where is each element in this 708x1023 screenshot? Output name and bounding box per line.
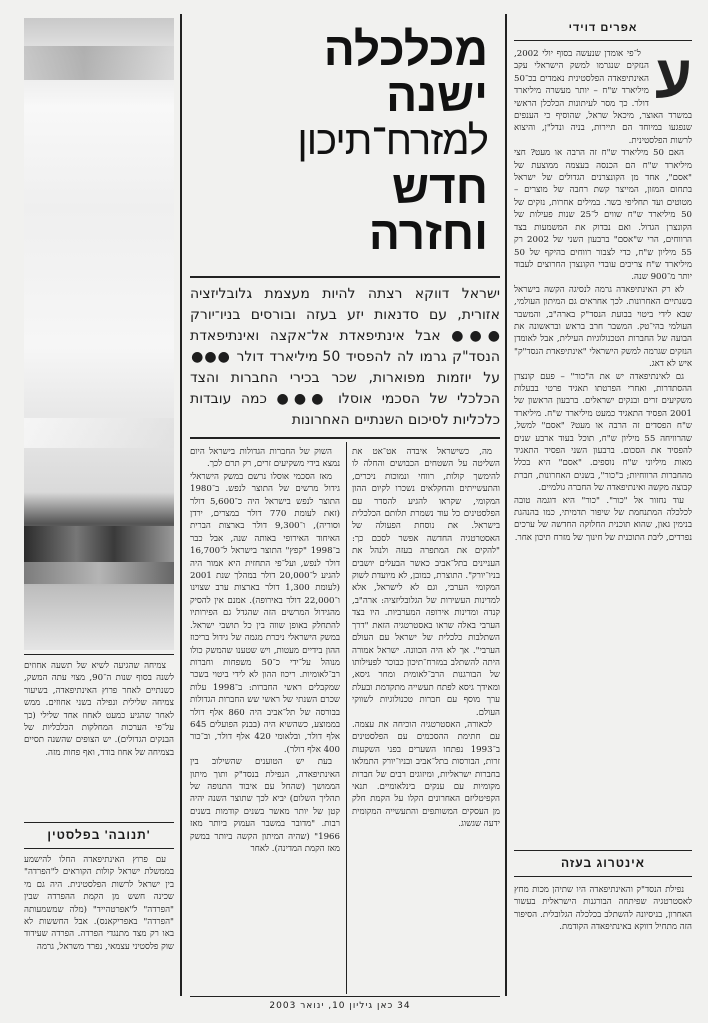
paragraph: צמיחה שהגיעה לשיא של תשעה אחוזים לשנה בסוף שנות ה־90, מצוי עתה המשק, כשנתיים לאחר פרוץ האינתיפאדה, בשיעור צמיחה שלילית ונפילה בשני אחוזים. ממש לאחר שהגיע כמעט לאחוז אחד שלילי (כך על־פי הערכות המחלקות הכלכליות של הבנקים הגדולים). יש הצופים שהשנה תסיים בצמיחה של אחוז בודד, ואף פחות מזה. [24, 661, 174, 758]
page-footer: 34 כאן גיליון 10, ינואר 2003 [269, 1001, 411, 1011]
article-column-left-top [24, 660, 174, 816]
article-column-right-lower [514, 884, 692, 994]
author-byline: אפרים דוידי [568, 22, 638, 34]
paragraph: ל־פי אומדן שנעשה בסוף יולי 2002, הנזקים שנגרמו למשק הישראלי עקב האינתיפאדה הפלסטינית נאמדים בכ־50 מיליארד ש"ח – יותר מעשרה מיליארד דולר. כך מסר לעיתונות הכלכלן הראשי במשרד האוצר, מיכאל שראל, שהוסיף כי הענפים שנפגעו במיוחד הם תיירות, בניה ונדל"ן, והיצוא לרשות הפלסטינית. [514, 49, 692, 146]
article-deck: ישראל דווקא רצתה להיות מעצמת גלובליזציה אזורית, עם סדנאות יזע בעזה ובורסים בניו־יורק ●●● אבל אינתיפאדת אל־אקצה ואינתיפאדת הנסד"ק גרמו לה להפסיד 50 מיליארד דולר ●●● על יוזמות מפוארות, שכר בכירי החברות והצד הכלכלי של הסכמי אוסלו ●●● כמה עובדות כלכליות לסיכום השנתיים האחרונות [190, 286, 500, 428]
column-rule [346, 442, 347, 994]
footer-rule [190, 996, 500, 997]
paragraph: עם פרוץ האינתיפאדה החלו להישמע בממשלת ישראל קולות הקוראים ל"הפרדה" בין ישראל לרשות הפלסטינית. היה גם מי שכינה חשש מן הקמת ההפרדה שבין "הפרדה" ל"אפרטהייד" (מלה שמשמעותה "הפרדה" באפריקאנס). אבל החששות לא באו רק מצד מתנגדי הפרדה. הפרדה שעידוד שוק פלסטיני עצמאי, נפרד משראל, גרמה [24, 855, 174, 952]
subhead-rule [514, 876, 692, 877]
paragraph: לכאורה, האסטרטגיה הוכיחה את עצמה. עם חתימת ההסכמים עם הפלסטינים ב־1993 נפתחו השערים בפני השקעות זרות, הבורסות בתל־אביב ובניו־יורק התמלאו בחברות ישראליות, ומיזוגים רבים של חברות מקומיות עם ענקים בינלאומיים. תנאי הקפיטליזם האחרונים הקלו על הקמת חלק מן העסקים המשותפים והתעשייה המקומית ידעה שגשוג. [352, 719, 500, 830]
headline [198, 23, 488, 259]
subhead-rule [24, 848, 174, 849]
paragraph: מה, כשישראל איבדה אט־אט את השליטה על השטחים הכבושים והחלה לו להימשך קולות, רווחי ונמוכות ניכרים, והתעשייתים והחקלאים נשכרו לקיום ההון המקומי, שקראו להגיע להסדר עם הפלסטינים כל עוד נשמרת תלותם הכלכלית בישראל. את נוסחת הפעולה של האסטרטגיה החדשה אפשר לסכם כך: "להקים את המתפרה בעזה ולנהל את העניינים בתל־אביב כאשר הבעלים יושבים בניו־יורק". התוצרת, כמובן, לא מיועדת לשוק המקומי הערבי, וגם לא לישראל, אלא למדינות העשירות של הגלובליזציה: ארה"ב, קנדה ומדינות אירופה המערביות. היו בצד הערבי באלה שראו באסטרטגיה הזאת "דרך השתלבות כלכלית של ישראל עם העולם הערבי". אך לא היה הכוונה. ישראל אמורה היתה להשתלב במזרח־תיכון כבוכר לפעילותו של הבורגנות הרב־לאומית ומחר גיסא, ומאידך גיסא לפתח תעשייה מתקדמת ובעלת ערך מוסף עם חברות טכנולוגיות לשווקי העולם. [352, 447, 500, 718]
paragraph: נפילת הנסד"ק והאינתיפאדה היו שתיהן מכות מחץ לאסטרטגיה שפיתחה הבורגנות הישראלית בעשור האחרון, בניסיונה להשתלב בכלכלה הגלובלית. הסיפור הזה מתחיל דווקא באינתיפאדה הקודמת. [514, 885, 692, 933]
paragraph: גם לאינתיפאדה יש את ה"כור" – פעם קונצרן ההסתדרות, ואחרי הפרטתו תאגיד פרטי בבעלות משקיעים זרים ובנקים ישראלים. ברבעון הראשון של 2001 הפסיד התאגיד כמעט מיליארד ש"ח. מיליארד ש"ח הפסדים זה הרבה או מעט? "אסם" למשל, שהרוויחה 55 מיליון ש"ח, תוכל בעוד ארבע שנים להפסיד את הסכום. ברבעון השני הפסיד התאגיד מאות מיליוני ש"ח נוספים. "אסם" היא בכלל מהחברות הרווחיות; ב"כור", בשנים האחרונות, חברת קבוצה מקשה ואינתיפאדה של החברה גולמיים. [514, 371, 692, 494]
paragraph: האם 50 מיליארד ש"ח זה הרבה או מעט? חצי מיליארד ש"ח הם הכנסה בעצמה ממוצעת של "אסם", אחד מן הקונצרנים הגדולים של ישראל בתחום המזון, המייצר קשת רחבה של מוצרים – מטוטים ועד תחליפי בשר. במילים אחרות, נזקים של 50 מיליארד ש"ח שווים ל־25 שנות פעילות של הקונצרן הגדול. ואם נבדוק את המשמעות בצד הרווחים, הרי ש"אסם" ברבעון השני של 2002 רק 55 מיליון ש"ח, כדי לצבור רווחים בהיקף של 50 מיליארד ש"ח צריכים עובדי הקונצרן החרוצים לעבוד יותר מ־900 שנה. [514, 148, 692, 283]
section-subhead: אינטרוג בעזה [561, 856, 645, 870]
photo-rule [24, 654, 174, 655]
column-rule [505, 14, 507, 996]
paragraph: לא רק האינתיפאדה גרמה לנסיגה הקשה בישראל בשנתיים האחרונות. לכך אחראים גם המיתון העולמי, שבא לידי ביטוי בבועת הנסד"ק בארה"ב, והמשבר העולמי בהי־טק. המשבר חרב בראש ובראשונה את הבועה של החברות הטכנולוגיות העילית, אבל לאומדן הנזקים שגרמה למשק הישראלי "אינתיפאדת הנסד"ק" איש לא דאג. [514, 284, 692, 370]
drop-cap: ע [654, 48, 692, 110]
headline-line: ישנה [386, 69, 488, 121]
headline-line: וחזרה [368, 207, 488, 259]
headline-rule [190, 276, 500, 278]
headline-line: למזרח־תיכון [297, 119, 488, 163]
author-rule [514, 40, 692, 41]
article-column-middle-right [352, 446, 500, 994]
paragraph: עוד נחזור אל "כור". "כור" היא דוגמה טובה לכלכלה המתנחמת של שיפור תדמיתי, כמו בהנהגת בנימין גאון, שהוא תוכנית החלוקה החדשה של ערכים נפרדים, ליבת התוכנית של חינוך של מזרח תיכון אחר. [514, 495, 692, 543]
headline-line: חדש [391, 161, 488, 213]
article-column-right [514, 48, 692, 842]
column-rule [180, 14, 182, 996]
article-photo [24, 18, 174, 650]
article-column-middle-left [190, 446, 340, 994]
paragraph: מאז הסכמי אוסלו נרשם במשק הישראלי גידול מרשים של התוצר לנפש. ב־1980 התוצר לנפש בישראל היה כ־5,600 דולר (זאת לעומת 770 דולר במצרים, ירדן וסוריה), ו־9,300 דולר בארצות הברית האיחוד האירופי באותה שנה, אבל כבר ב־1998 "קפץ" התוצר בישראל ל־16,700 דולר לנפש, ועל־פי התחזית היא אמור היה להגיע ל־20,000 דולר במהלך שנת 2001 (לעומת 1,300 דולר בארצות ערב שצוינו ו־22,000 דולר באירופה). אמנם אין להסיק מהגידול המרשים הזה שהגדל גם הפירותיו להתחלק באופן שווה בין כל תושבי ישראל. במשק הישראלי ניכרת מגמה של גידול בריכוז ההון בידיים מעטות, ויש שטענו שהמשק כולו מנוהל על־ידי כ־50 משפחות וחברות רב־לאומיות. ריכוז ההון לא לידי ביטוי בשכר שמקבלים ראשי החברות: ב־1998 עלות שכרם השנתי של ראשי שש החברות הגדולות בבורסה של תל־אביב היה 860 אלף דולר בממוצע, כשהשיא היה (בבנק הפועלים 645 אלף דולר, ובלאומי 420 אלף דולר, וב־כור 400 אלף דולר). [190, 471, 340, 755]
article-column-left-bottom [24, 854, 174, 994]
paragraph: בעת יש הטוענים שהשילוב בין האינתיפאדה, הנפילת בנסד"ק ותוך מיתון הממושך (שהחל עם איבוד התנופה של תהליך השלום) יביא לכך שתוצר השנה יהיה קטן של יותר מאשר בשנים קודמות בשנים רבות. "מדובר במשבר העמוק ביותר מאז 1966" (שהיה המיתון הקשה ביותר במשק מאז הקמת המדינה). לאחר [190, 757, 340, 854]
paragraph: השוק של החברות הגדולות בישראל היום נמצא בידי משקיעים זרים, רק תרם לכך. [190, 447, 340, 470]
subhead-rule [24, 822, 174, 823]
subhead-rule [514, 850, 692, 851]
headline-line: מכלכלה [323, 23, 488, 75]
section-subhead: 'תנובה' בפלסטין [47, 828, 151, 842]
deck-rule [190, 437, 500, 439]
